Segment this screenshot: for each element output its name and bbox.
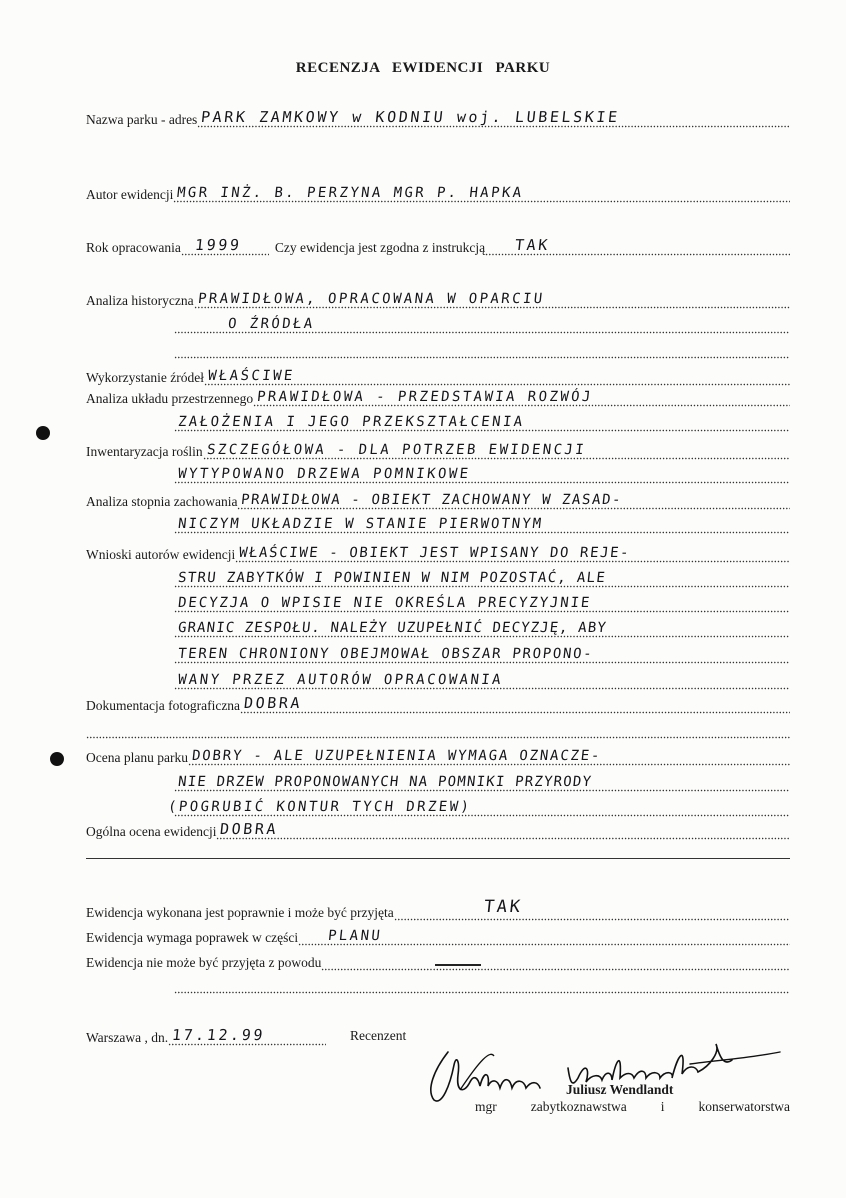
photo-field[interactable] <box>240 694 790 714</box>
author-value: MGR INŻ. B. PERZYNA MGR P. HAPKA <box>176 185 525 201</box>
reviewer-title: mgr zabytkoznawstwa i konserwatorstwa <box>475 1099 790 1114</box>
conclusions-value-line1: WŁAŚCIWE - OBIEKT JEST WPISANY DO REJE- <box>238 545 632 561</box>
punch-hole-bottom <box>50 752 64 766</box>
conclusions-row-4 <box>174 618 790 638</box>
date-row <box>86 1026 326 1046</box>
spatial-row <box>86 387 790 407</box>
conclusions-field-5[interactable] <box>174 648 790 664</box>
conclusions-row-5 <box>174 644 790 664</box>
rejected-label: Ewidencja nie może być przyjęta z powodu <box>86 955 322 970</box>
historical-field[interactable] <box>194 293 790 309</box>
place-label: Warszawa , dn. <box>86 1030 169 1045</box>
year-label: Rok opracowania <box>86 240 181 255</box>
compliant-label: Czy ewidencja jest zgodna z instrukcją <box>274 240 486 255</box>
spatial-row-2 <box>174 412 790 432</box>
sources-value: WŁAŚCIWE <box>207 368 296 384</box>
plants-label: Inwentaryzacja roślin <box>86 444 203 459</box>
photo-value: DOBRA <box>243 694 304 712</box>
plan-label: Ocena planu parku <box>86 750 188 765</box>
compliant-field[interactable] <box>485 236 790 256</box>
year-row <box>86 236 790 256</box>
park-name-value: PARK ZAMKOWY w KODNIU woj. LUBELSKIE <box>200 108 621 126</box>
spatial-value-line2: ZAŁOŻENIA I JEGO PRZEKSZTAŁCENIA <box>177 414 526 430</box>
preservation-label: Analiza stopnia zachowania <box>86 494 238 509</box>
date-value: 17.12.99 <box>171 1026 267 1044</box>
photo-label: Dokumentacja fotograficzna <box>86 698 241 713</box>
historical-row <box>86 289 790 309</box>
corrections-row <box>86 926 790 946</box>
plan-row <box>86 746 790 766</box>
historical-field-2[interactable] <box>174 318 790 334</box>
plan-value-line2: NIE DRZEW PROPONOWANYCH NA POMNIKI PRZYRODY <box>177 774 593 790</box>
conclusions-label: Wnioski autorów ewidencji <box>86 547 236 562</box>
rejected-field[interactable] <box>321 955 790 971</box>
overall-value: DOBRA <box>219 820 280 838</box>
preservation-value-line2: NICZYM UKŁADZIE W STANIE PIERWOTNYM <box>177 516 544 532</box>
conclusions-field[interactable] <box>235 547 790 563</box>
conclusions-value-line6: WANY PRZEZ AUTORÓW OPRACOWANIA <box>177 672 504 688</box>
rejected-dash <box>435 964 481 966</box>
corrections-label: Ewidencja wymaga poprawek w części <box>86 930 299 945</box>
rejected-row-2 <box>174 974 790 994</box>
spatial-value-line1: PRAWIDŁOWA - PRZEDSTAWIA ROZWÓJ <box>256 389 594 405</box>
conclusions-value-line5: TEREN CHRONIONY OBEJMOWAŁ OBSZAR PROPONO- <box>177 646 595 662</box>
accepted-row <box>86 897 790 921</box>
historical-field-3[interactable] <box>174 343 790 359</box>
form-title: RECENZJA EWIDENCJI PARKU <box>295 60 551 76</box>
photo-field-2[interactable] <box>86 723 790 739</box>
spatial-field-2[interactable] <box>174 416 790 432</box>
plants-row <box>86 440 790 460</box>
accepted-value: TAK <box>482 897 524 917</box>
historical-row-2 <box>174 314 790 334</box>
historical-label: Analiza historyczna <box>86 293 194 308</box>
reviewer-name: Juliusz Wendlandt <box>566 1082 674 1097</box>
plan-field[interactable] <box>188 750 790 766</box>
spatial-field[interactable] <box>253 391 790 407</box>
date-field[interactable] <box>168 1026 326 1046</box>
plan-field-2[interactable] <box>174 776 790 792</box>
plants-value-line2: WYTYPOWANO DRZEWA POMNIKOWE <box>177 466 472 482</box>
conclusions-field-4[interactable] <box>174 622 790 638</box>
conclusions-field-3[interactable] <box>174 597 790 613</box>
sources-row <box>86 366 790 386</box>
accepted-label: Ewidencja wykonana jest poprawnie i może być przyjęta <box>86 905 394 920</box>
plan-field-3[interactable] <box>167 799 790 817</box>
historical-value-line2: O ŹRÓDŁA <box>227 316 316 332</box>
plants-field-2[interactable] <box>174 468 790 484</box>
conclusions-value-line4: GRANIC ZESPOŁU. NALEŻY UZUPEŁNIĆ DECYZJĘ, ABY <box>177 620 608 636</box>
overall-label: Ogólna ocena ewidencji <box>86 824 217 839</box>
plan-row-3 <box>167 797 790 817</box>
compliant-value: TAK <box>514 236 552 254</box>
reviewer-label: Recenzent <box>350 1028 407 1043</box>
historical-row-3 <box>174 339 790 359</box>
plan-row-2 <box>174 772 790 792</box>
conclusions-value-line2: STRU ZABYTKÓW I POWINIEN W NIM POZOSTAĆ, ALE <box>177 570 607 586</box>
author-row <box>86 183 790 203</box>
historical-value-line1: PRAWIDŁOWA, OPRACOWANA W OPARCIU <box>196 291 545 307</box>
plants-field[interactable] <box>203 444 790 460</box>
rejected-field-2[interactable] <box>174 978 790 994</box>
section-divider <box>86 858 790 859</box>
preservation-row-2 <box>174 514 790 534</box>
conclusions-row-6 <box>174 670 790 690</box>
overall-row <box>86 820 790 840</box>
park-name-field[interactable] <box>197 108 790 128</box>
conclusions-field-6[interactable] <box>174 674 790 690</box>
preservation-value-line1: PRAWIDŁOWA - OBIEKT ZACHOWANY W ZASAD- <box>240 492 624 508</box>
conclusions-row-2 <box>174 568 790 588</box>
preservation-row <box>86 490 790 510</box>
conclusions-field-2[interactable] <box>174 572 790 588</box>
photo-row-2 <box>86 719 790 739</box>
preservation-field[interactable] <box>237 494 790 510</box>
sources-label: Wykorzystanie źródeł <box>86 370 205 385</box>
punch-hole-top <box>36 426 50 440</box>
preservation-field-2[interactable] <box>174 518 790 534</box>
plants-row-2 <box>174 464 790 484</box>
accepted-field[interactable] <box>394 897 790 921</box>
plants-value-line1: SZCZEGÓŁOWA - DLA POTRZEB EWIDENCJI <box>205 442 587 458</box>
photo-row <box>86 694 790 714</box>
conclusions-row-3 <box>174 593 790 613</box>
sources-field[interactable] <box>204 370 790 386</box>
spatial-label: Analiza układu przestrzennego <box>86 391 254 406</box>
park-name-label: Nazwa parku - adres <box>86 112 198 127</box>
conclusions-value-line3: DECYZJA O WPISIE NIE OKREŚLA PRECYZYJNIE <box>177 595 592 611</box>
author-label: Autor ewidencji <box>86 187 174 202</box>
overall-field[interactable] <box>216 820 790 840</box>
plan-value-line3: (POGRUBIĆ KONTUR TYCH DRZEW) <box>167 799 473 815</box>
corrections-field[interactable] <box>298 930 790 946</box>
conclusions-row <box>86 543 790 563</box>
rejected-row <box>86 951 790 971</box>
author-field[interactable] <box>173 187 790 203</box>
plan-value-line1: DOBRY - ALE UZUPEŁNIENIA WYMAGA OZNACZE- <box>191 748 602 764</box>
park-name-row <box>86 108 790 128</box>
year-value: 1999 <box>193 236 243 254</box>
corrections-value: PLANU <box>327 928 384 944</box>
year-field[interactable] <box>181 236 269 256</box>
